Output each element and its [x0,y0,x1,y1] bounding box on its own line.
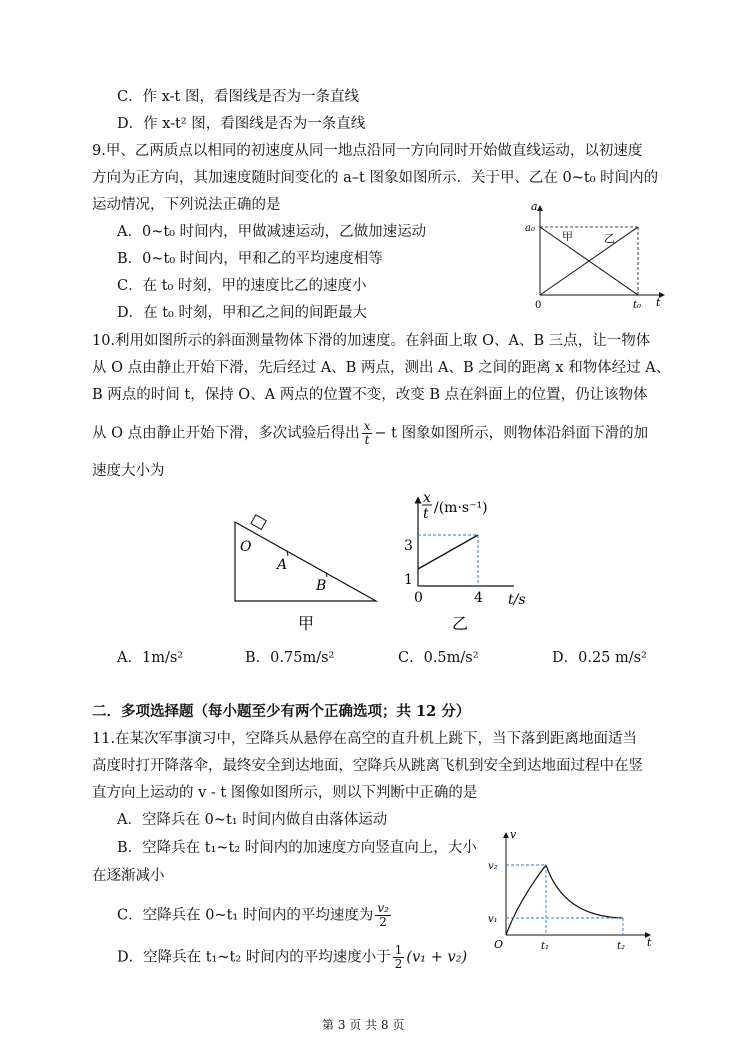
q11-stem-line1: 11.在某次军事演习中，空降兵从悬停在高空的直升机上跳下，当下落到距离地面适当 [92,731,638,747]
incline-label-o: O [240,539,252,555]
q11-curve-decel [546,865,623,918]
q10-xt-t-chart [396,490,536,635]
q11-option-d: D．空降兵在 t₁~t₂ 时间内的平均速度小于 $\frac{1}{2}$ (v₁ + v₂) [117,943,468,971]
q10-option-a: A．1m/s² [117,650,184,666]
incline-caption: 甲 [298,614,315,633]
q11-option-a: A．空降兵在 0~t₁ 时间内做自由落体运动 [117,812,388,828]
q11-option-b-line2: 在逐渐减小 [92,868,165,884]
q8-option-c: C．作 x-t 图，看图线是否为一条直线 [117,89,359,105]
q10-stem-line3: B 两点的时间 t，保持 O、A 两点的位置不变，改变 B 点在斜面上的位置，仍让该物体 [92,387,648,403]
q9-origin: 0 [535,300,542,311]
q11-stem-line2: 高度时打开降落伞，最终安全到达地面，空降兵从跳离飞机到安全到达地面过程中在竖 [92,758,643,774]
q9-y-axis-label: a [531,200,538,213]
q10-y-axis-num: x [423,490,431,506]
q8-option-d: D．作 x-t² 图，看图线是否为一条直线 [117,116,366,132]
q11-c-fraction: $\frac{\text{v₂}}{2}$ [377,901,389,929]
q10-chart-caption: 乙 [452,614,469,633]
section-2-heading: 二．多项选择题（每小题至少有两个正确选项；共 12 分） [92,703,471,720]
q9-option-a: A．0~t₀ 时间内，甲做减速运动，乙做加速运动 [117,224,427,240]
q11-y-tick-v2: v₂ [488,861,498,872]
q11-stem-line3: 直方向上运动的 v - t 图像如图所示，则以下判断中正确的是 [92,785,478,801]
q10-y-tick-1: 1 [404,572,413,588]
q10-x-tick-0: 0 [414,590,423,606]
q10-incline-figure [228,515,388,635]
q9-at-graph [522,200,682,310]
q10-option-b: B．0.75m/s² [245,650,335,666]
q10-x-axis-label: t/s [508,592,526,608]
q10-option-d: D．0.25 m/s² [552,650,647,666]
q9-stem-line1: 9.甲、乙两质点以相同的初速度从同一地点沿同一方向同时开始做直线运动，以初速度 [92,143,643,159]
q9-label-yi: 乙 [604,232,615,245]
q10-y-axis-den: t [423,506,429,522]
q11-curve-accel [506,865,546,935]
sliding-block [251,515,266,530]
page-footer: 第 3 页 共 8 页 [322,1018,405,1032]
q9-x-tick: t₀ [633,300,642,311]
q9-option-d: D．在 t₀ 时刻，甲和乙之间的间距最大 [117,305,367,321]
q11-y-axis-label: v [510,828,517,841]
q11-option-c: C．空降兵在 0~t₁ 时间内的平均速度为 $\frac{\text{v₂}}{2}$ [117,901,389,929]
q10-x-tick-4: 4 [474,590,483,606]
q10-xt-fraction: $\frac{x}{t}$ [363,419,371,447]
q10-stem-line2: 从 O 点由静止开始下滑，先后经过 A、B 两点，测出 A、B 之间的距离 x 和物体经过 A、 [92,360,671,376]
q9-label-jia: 甲 [562,230,573,243]
q9-option-c: C．在 t₀ 时刻，甲的速度比乙的速度小 [117,278,367,294]
q9-stem-line2: 方向为正方向，其加速度随时间变化的 a–t 图象如图所示．关于甲、乙在 0~t₀ 时间内的 [92,170,659,186]
q9-stem-line3: 运动情况，下列说法正确的是 [92,197,281,213]
q11-x-tick-t1: t₁ [541,941,550,952]
q11-d-fraction: $\frac{1}{2}$ [394,943,403,971]
q11-x-axis-label: t [647,936,652,949]
incline-triangle [235,522,376,601]
incline-label-a: A [277,557,288,573]
q11-option-b-line1: B．空降兵在 t₁~t₂ 时间内的加速度方向竖直向上，大小 [117,840,477,856]
q10-y-axis-unit: /(m·s⁻¹) [434,500,488,516]
q10-stem-line4: 从 O 点由静止开始下滑，多次试验后得出 $\frac{x}{t}$ − t 图象如图所示，则物体沿斜面下滑的加 [92,419,649,447]
q11-vt-graph [488,830,663,955]
q11-y-tick-v1: v₁ [488,914,498,925]
q10-stem-line5: 速度大小为 [92,463,165,479]
q11-origin: O [494,938,504,951]
q10-option-c: C．0.5m/s² [398,650,479,666]
q10-stem-line1: 10.利用如图所示的斜面测量物体下滑的加速度。在斜面上取 O、A、B 三点，让一物体 [92,333,651,349]
q11-x-tick-t2: t₂ [617,941,626,952]
q9-y-tick: a₀ [525,223,535,234]
q9-x-axis-label: t [656,296,661,309]
incline-label-b: B [316,578,327,594]
q9-option-b: B．0~t₀ 时间内，甲和乙的平均速度相等 [117,251,383,267]
q10-y-tick-3: 3 [404,538,413,554]
q10-data-line [418,535,478,569]
